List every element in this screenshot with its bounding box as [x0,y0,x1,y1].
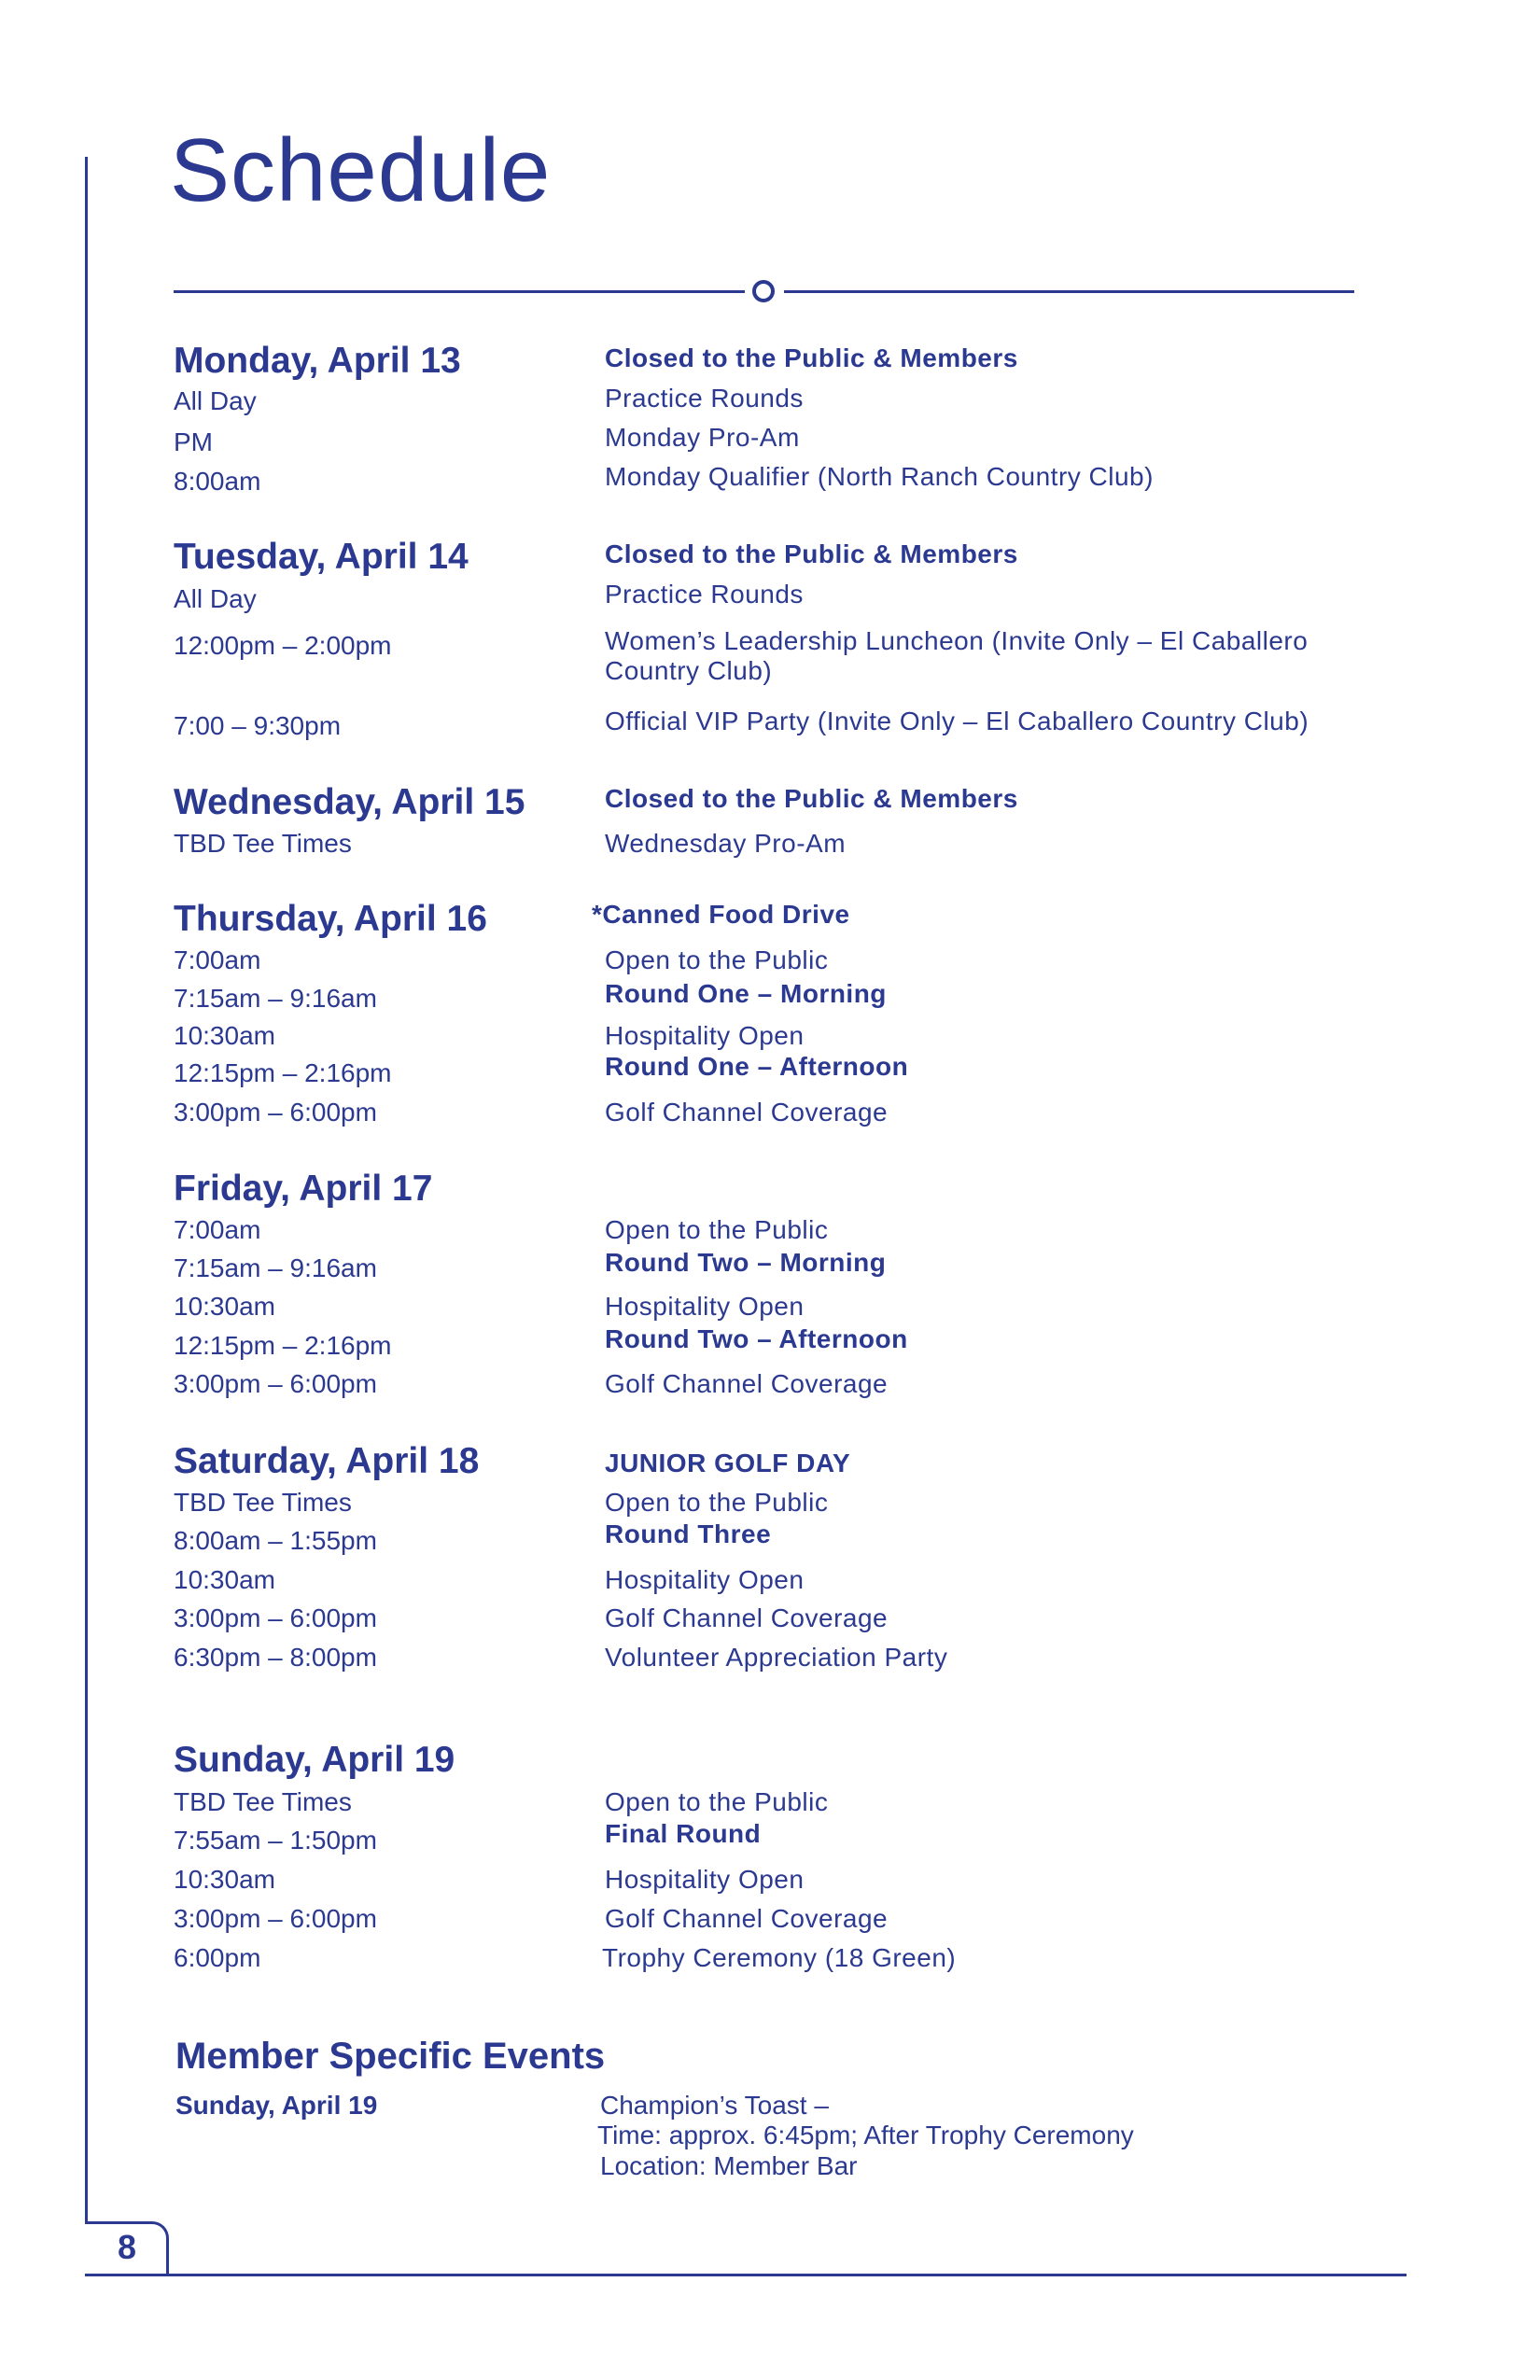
event-sunday-2: Final Round [605,1819,762,1848]
event-tuesday-1: Practice Rounds [605,580,804,609]
time-sunday-4: 3:00pm – 6:00pm [174,1904,377,1933]
time-sunday-1: TBD Tee Times [174,1787,352,1816]
event-thursday-3: Hospitality Open [605,1021,805,1050]
event-saturday-2: Round Three [605,1519,772,1548]
time-saturday-2: 8:00am – 1:55pm [174,1526,377,1555]
time-wednesday-1: TBD Tee Times [174,829,352,858]
event-tuesday-closed: Closed to the Public & Members [605,539,1018,568]
event-sunday-4: Golf Channel Coverage [605,1904,889,1933]
time-tuesday-1: All Day [174,584,257,613]
event-thursday-1: Open to the Public [605,945,829,974]
time-saturday-5: 6:30pm – 8:00pm [174,1643,377,1672]
time-sunday-2: 7:55am – 1:50pm [174,1826,377,1855]
event-saturday-3: Hospitality Open [605,1565,805,1594]
event-sunday-1: Open to the Public [605,1787,829,1816]
time-friday-5: 3:00pm – 6:00pm [174,1369,377,1398]
day-heading-sunday: Sunday, April 19 [174,1740,455,1780]
event-wednesday-1: Wednesday Pro-Am [605,829,847,858]
title-divider-dot [752,280,775,302]
time-friday-4: 12:15pm – 2:16pm [174,1331,392,1360]
event-friday-2: Round Two – Morning [605,1248,887,1277]
member-event-line-2: Time: approx. 6:45pm; After Trophy Ceremony [597,2121,1134,2149]
time-thursday-1: 7:00am [174,945,261,974]
title-divider-right [784,290,1354,293]
event-saturday-junior-golf: JUNIOR GOLF DAY [605,1449,851,1477]
member-event-line-3: Location: Member Bar [600,2151,858,2180]
event-tuesday-3: Official VIP Party (Invite Only – El Caballero Country Club) [605,707,1309,735]
event-thursday-5: Golf Channel Coverage [605,1098,889,1127]
time-thursday-3: 10:30am [174,1021,275,1050]
time-tuesday-3: 7:00 – 9:30pm [174,711,342,740]
time-saturday-4: 3:00pm – 6:00pm [174,1603,377,1632]
event-sunday-5: Trophy Ceremony (18 Green) [602,1943,957,1972]
event-friday-4: Round Two – Afternoon [605,1324,908,1353]
event-monday-1: Practice Rounds [605,384,804,413]
member-events-heading: Member Specific Events [175,2036,606,2077]
day-heading-tuesday: Tuesday, April 14 [174,537,469,577]
event-friday-1: Open to the Public [605,1215,829,1244]
event-sunday-3: Hospitality Open [605,1865,805,1894]
time-sunday-5: 6:00pm [174,1943,261,1972]
time-thursday-5: 3:00pm – 6:00pm [174,1098,377,1127]
event-saturday-4: Golf Channel Coverage [605,1603,889,1632]
day-heading-friday: Friday, April 17 [174,1169,433,1209]
page-title: Schedule [170,120,552,220]
event-monday-closed: Closed to the Public & Members [605,343,1018,372]
member-event-line-1: Champion’s Toast – [600,2091,829,2120]
event-tuesday-2: Women’s Leadership Luncheon (Invite Only – El Caballero Country Club) [605,626,1309,685]
day-heading-wednesday: Wednesday, April 15 [174,782,525,822]
event-saturday-1: Open to the Public [605,1488,829,1517]
time-thursday-2: 7:15am – 9:16am [174,984,377,1013]
page-number: 8 [118,2228,137,2266]
member-events-day: Sunday, April 19 [175,2091,378,2120]
time-thursday-4: 12:15pm – 2:16pm [174,1058,392,1087]
time-friday-2: 7:15am – 9:16am [174,1253,377,1282]
day-heading-monday: Monday, April 13 [174,341,461,381]
time-monday-3: 8:00am [174,467,261,496]
time-friday-3: 10:30am [174,1292,275,1321]
frame-left-border [85,157,88,2223]
title-divider-left [174,290,745,293]
event-monday-3: Monday Qualifier (North Ranch Country Club) [605,462,1154,491]
event-thursday-4: Round One – Afternoon [605,1052,909,1081]
event-friday-3: Hospitality Open [605,1292,805,1321]
event-saturday-5: Volunteer Appreciation Party [605,1643,948,1672]
time-sunday-3: 10:30am [174,1865,275,1894]
event-thursday-food-drive: *Canned Food Drive [592,900,850,929]
time-saturday-3: 10:30am [174,1565,275,1594]
time-friday-1: 7:00am [174,1215,261,1244]
event-thursday-2: Round One – Morning [605,979,887,1008]
event-monday-2: Monday Pro-Am [605,423,800,452]
event-friday-5: Golf Channel Coverage [605,1369,889,1398]
time-monday-2: PM [174,427,213,456]
event-wednesday-closed: Closed to the Public & Members [605,784,1018,813]
time-saturday-1: TBD Tee Times [174,1488,352,1517]
day-heading-thursday: Thursday, April 16 [174,899,487,939]
day-heading-saturday: Saturday, April 18 [174,1441,480,1481]
time-monday-1: All Day [174,386,257,415]
frame-bottom-border [85,2274,1407,2276]
time-tuesday-2: 12:00pm – 2:00pm [174,631,392,660]
